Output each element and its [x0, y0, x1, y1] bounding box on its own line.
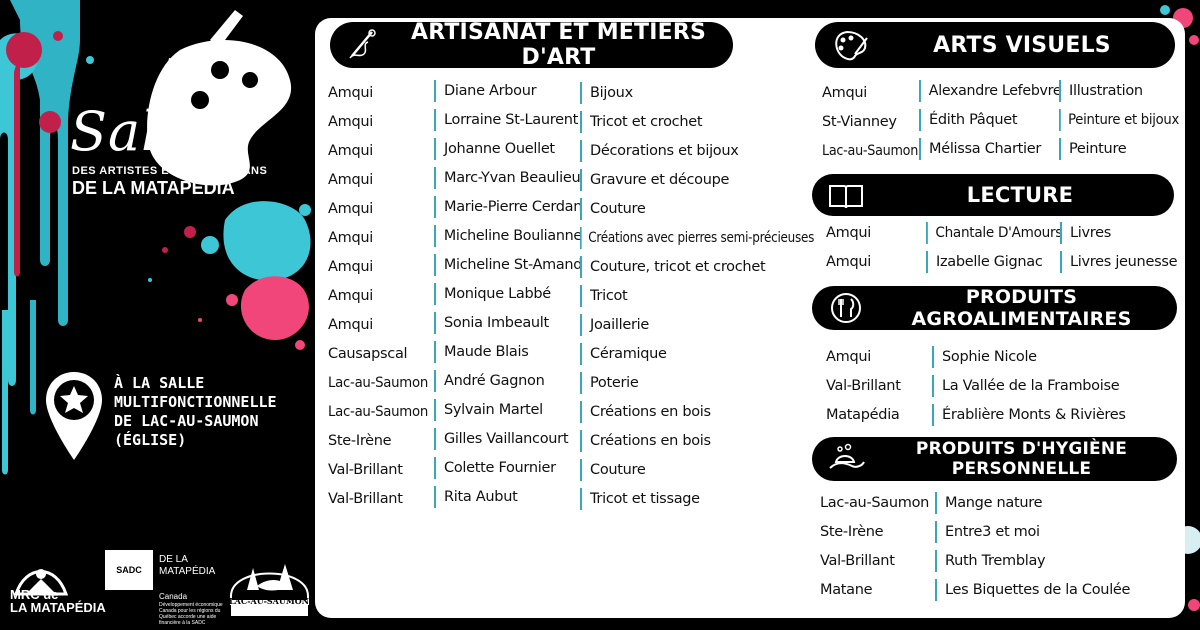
section-title: PRODUITS AGROALIMENTAIRES: [911, 286, 1132, 330]
lecture-cell: Livres: [1060, 222, 1111, 244]
artisanat-cell: Marie-Pierre Cerdan: [434, 196, 582, 218]
artisanat-cell: Décorations et bijoux: [580, 140, 739, 162]
location-line: (ÉGLISE): [114, 431, 187, 449]
mrc-line: MRC de: [10, 587, 59, 602]
artisanat-cell: Créations en bois: [580, 430, 711, 452]
section-title: LECTURE: [966, 183, 1074, 207]
hygiene-cell: Ruth Tremblay: [935, 550, 1045, 572]
artisanat-cell: Tricot et crochet: [580, 111, 702, 133]
artisanat-cell: Amqui: [328, 85, 373, 101]
sadc-name: [159, 554, 215, 578]
hygiene-cell: Val-Brillant: [820, 553, 895, 569]
artisanat-cell: Diane Arbour: [434, 80, 536, 102]
plate-fork-knife-icon: [826, 291, 866, 325]
artisanat-cell: Amqui: [328, 172, 373, 188]
sadc-line: DE LA: [159, 554, 188, 565]
artisanat-cell: Lac-au-Saumon: [328, 404, 428, 420]
artisanat-cell: Amqui: [328, 259, 373, 275]
artisanat-cell: Gilles Vaillancourt: [434, 428, 568, 450]
section-header-hygiene: [812, 437, 1177, 481]
agro-cell: Érablière Monts & Rivières: [932, 404, 1126, 426]
section-title: ARTISANAT ET MÉTIERS D'ART: [410, 20, 707, 70]
visuels-cell: Alexandre Lefebvre: [919, 80, 1061, 102]
visuels-cell: Mélissa Chartier: [919, 138, 1041, 160]
artisanat-cell: Lac-au-Saumon: [328, 375, 428, 391]
location-line: MULTIFONCTIONNELLE: [114, 393, 277, 411]
artisanat-cell: Couture: [580, 198, 646, 220]
artisanat-cell: Marc-Yvan Beaulieu: [434, 167, 580, 189]
visuels-cell: Illustration: [1059, 80, 1143, 102]
hygiene-cell: Les Biquettes de la Coulée: [935, 579, 1130, 601]
artisanat-cell: Ste-Irène: [328, 433, 392, 449]
artisanat-cell: Rita Aubut: [434, 486, 517, 508]
hygiene-cell: Lac-au-Saumon: [820, 495, 930, 511]
map-pin-star-icon: [44, 370, 104, 462]
artisanat-cell: Joaillerie: [580, 314, 649, 336]
artisanat-cell: Bijoux: [580, 82, 633, 104]
open-book-icon: [826, 178, 866, 212]
sadc-fineprint: Développement économique Canada pour les régions du Québec accorde une aide financière à la SADC: [159, 602, 223, 626]
lac-au-saumon-logo-icon: [227, 546, 312, 618]
location-line: DE LAC-AU-SAUMON: [114, 412, 259, 430]
palette-icon: [829, 28, 869, 62]
agro-cell: Amqui: [826, 349, 871, 365]
artisanat-cell: Micheline Boulianne: [434, 225, 582, 247]
artisanat-cell: Couture, tricot et crochet: [580, 256, 765, 278]
hygiene-cell: Mange nature: [935, 492, 1042, 514]
artisanat-cell: Amqui: [328, 201, 373, 217]
lecture-cell: Amqui: [826, 254, 871, 270]
agro-cell: Val-Brillant: [826, 378, 901, 394]
section-header-arts-visuels: [815, 22, 1175, 68]
artisanat-cell: Lorraine St-Laurent: [434, 109, 578, 131]
artisanat-cell: Amqui: [328, 288, 373, 304]
artisanat-cell: Amqui: [328, 230, 373, 246]
sadc-box: SADC: [105, 550, 153, 590]
artisanat-cell: Amqui: [328, 317, 373, 333]
agro-cell: La Vallée de la Framboise: [932, 375, 1119, 397]
needle-thread-icon: [344, 28, 384, 62]
artisanat-cell: André Gagnon: [434, 370, 544, 392]
lac-au-saumon-name: LAC-AU-SAUMON: [229, 596, 309, 606]
lecture-cell: Chantale D'Amours: [926, 222, 1062, 244]
mrc-name: [10, 588, 106, 614]
artisanat-cell: Gravure et découpe: [580, 169, 729, 191]
artisanat-cell: Créations en bois: [580, 401, 711, 423]
location-text: [114, 374, 354, 450]
artisanat-cell: Johanne Ouellet: [434, 138, 555, 160]
salon-title: Salon: [70, 100, 229, 163]
lecture-cell: Amqui: [826, 225, 871, 241]
artisanat-cell: Amqui: [328, 114, 373, 130]
section-header-lecture: [812, 174, 1174, 216]
hygiene-cell: Entre3 et moi: [935, 521, 1040, 543]
sadc-line: MATAPÉDIA: [159, 566, 216, 577]
artisanat-cell: Monique Labbé: [434, 283, 551, 305]
visuels-cell: St-Vianney: [822, 114, 897, 130]
artisanat-cell: Colette Fournier: [434, 457, 556, 479]
artisanat-cell: Céramique: [580, 343, 667, 365]
artisanat-cell: Tricot: [580, 285, 627, 307]
sadc-logo: [105, 550, 225, 626]
visuels-cell: Édith Pâquet: [919, 109, 1017, 131]
visuels-cell: Peinture: [1059, 138, 1126, 160]
artisanat-cell: Créations avec pierres semi-précieuses: [580, 227, 814, 249]
hygiene-cell: Matane: [820, 582, 873, 598]
location-line: À LA SALLE: [114, 374, 205, 392]
salon-region: DE LA MATAPÉDIA: [72, 178, 235, 198]
artisanat-cell: Causapscal: [328, 346, 408, 362]
salon-subtitle: DES ARTISTES ET DES ARTISANS: [72, 165, 268, 177]
section-title: ARTS VISUELS: [933, 32, 1111, 58]
visuels-cell: Lac-au-Saumon: [822, 143, 919, 159]
section-header-artisanat: [330, 22, 733, 68]
artisanat-cell: Poterie: [580, 372, 639, 394]
soap-hand-icon: [826, 442, 866, 476]
section-header-agroalimentaires: [812, 286, 1177, 330]
artisanat-cell: Val-Brillant: [328, 462, 403, 478]
mrc-line: LA MATAPÉDIA: [10, 600, 106, 615]
hygiene-cell: Ste-Irène: [820, 524, 884, 540]
artisanat-cell: Sonia Imbeault: [434, 312, 549, 334]
artisanat-cell: Val-Brillant: [328, 491, 403, 507]
sponsor-logos: [0, 540, 315, 625]
lecture-cell: Izabelle Gignac: [926, 251, 1043, 273]
section-title: PRODUITS D'HYGIÈNE PERSONNELLE: [915, 439, 1128, 479]
artisanat-cell: Amqui: [328, 143, 373, 159]
artisanat-cell: Sylvain Martel: [434, 399, 543, 421]
location-block: [44, 370, 314, 470]
agro-cell: Sophie Nicole: [932, 346, 1037, 368]
visuels-cell: Amqui: [822, 85, 867, 101]
artisanat-cell: Micheline St-Amand: [434, 254, 582, 276]
agro-cell: Matapédia: [826, 407, 900, 423]
artisanat-cell: Maude Blais: [434, 341, 528, 363]
artisanat-cell: Tricot et tissage: [580, 488, 700, 510]
canada-wordmark: Canada: [159, 592, 188, 601]
visuels-cell: Peinture et bijoux: [1059, 109, 1179, 131]
lecture-cell: Livres jeunesse: [1060, 251, 1177, 273]
artisanat-cell: Couture: [580, 459, 646, 481]
